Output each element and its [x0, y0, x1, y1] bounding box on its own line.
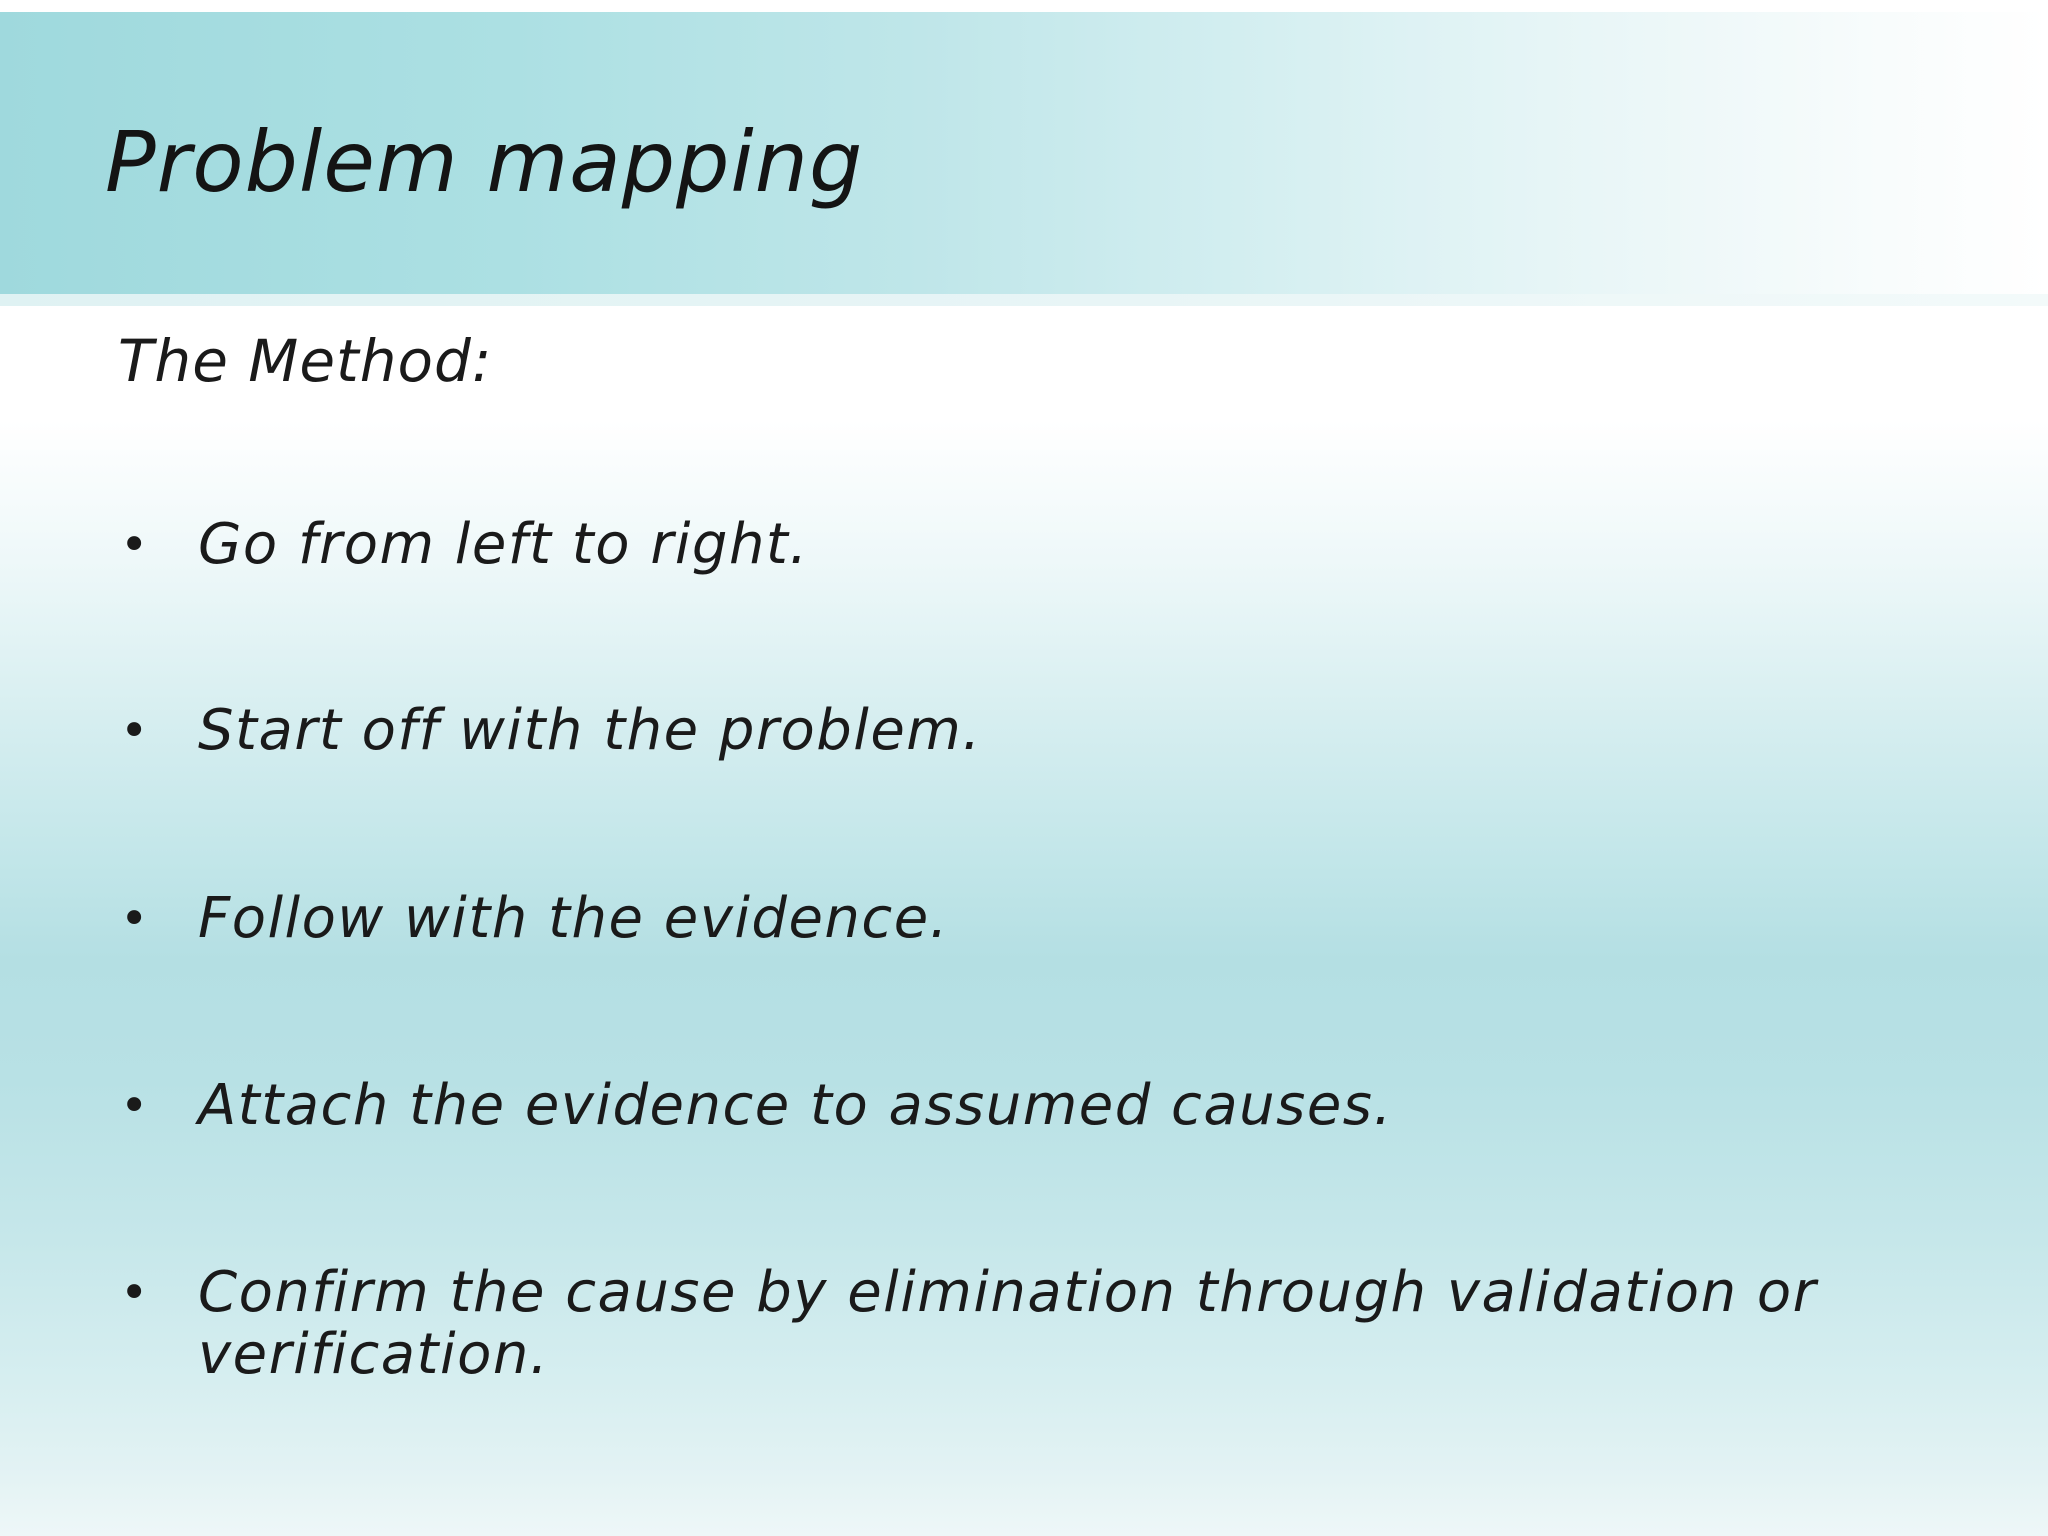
slide-top-edge	[0, 0, 2048, 12]
bullet-icon: •	[120, 703, 150, 759]
section-heading: The Method:	[118, 327, 493, 395]
bullet-text: Confirm the cause by elimination through validation or verification.	[198, 1260, 1818, 1387]
bullet-text: Go from left to right.	[198, 512, 809, 577]
bullet-text: Start off with the problem.	[198, 698, 982, 763]
slide-title: Problem mapping	[105, 113, 864, 211]
bullet-text: Follow with the evidence.	[198, 886, 949, 951]
title-band-divider	[0, 294, 2048, 306]
bullet-icon: •	[120, 1078, 150, 1134]
bullet-icon: •	[120, 1265, 150, 1321]
bullet-icon: •	[120, 517, 150, 573]
bullet-text: Attach the evidence to assumed causes.	[198, 1073, 1393, 1138]
bullet-icon: •	[120, 891, 150, 947]
